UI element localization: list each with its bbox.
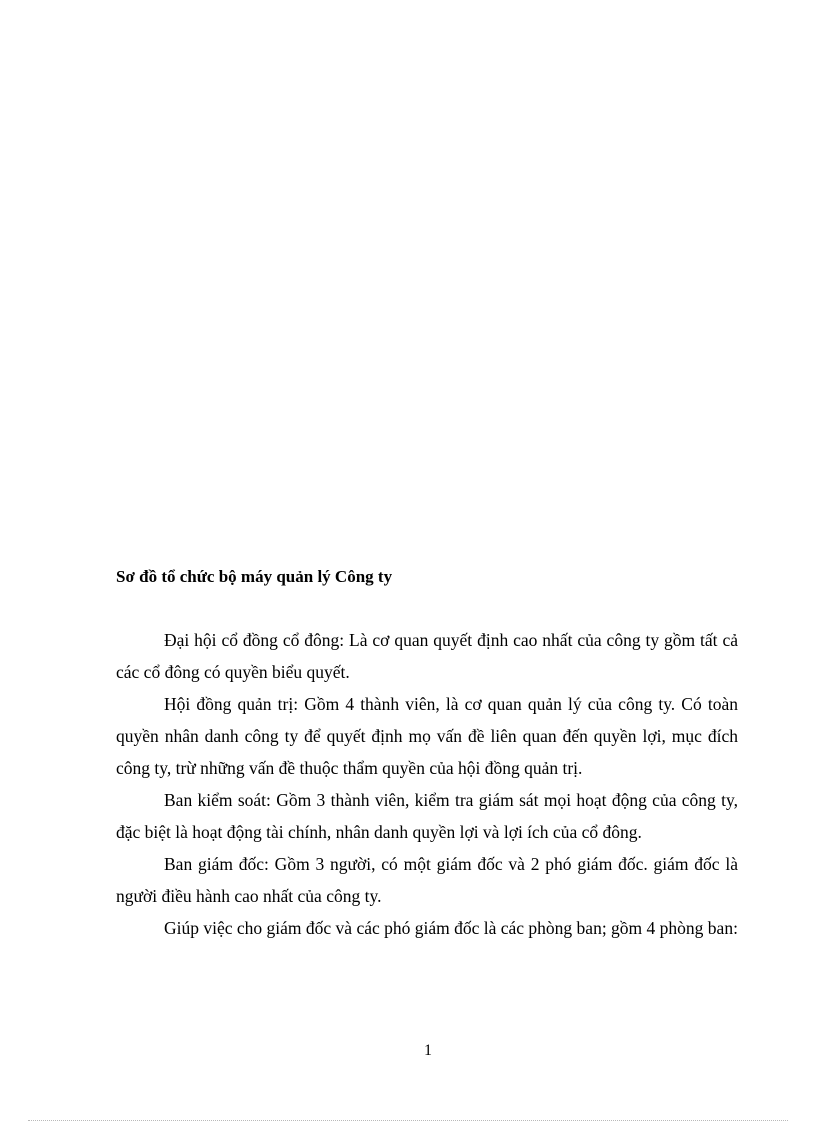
paragraph-departments: Giúp việc cho giám đốc và các phó giám đốc là các phòng ban; gồm 4 phòng ban: (164, 918, 738, 938)
section-title: Sơ đồ tổ chức bộ máy quản lý Công ty (116, 567, 393, 586)
paragraph-general-meeting: Đại hội cổ đồng cổ đông: Là cơ quan quyết định cao nhất của công ty gồm tất cả các cổ đông có quyền biểu quyết. (116, 630, 738, 682)
paragraph-management-board: Ban giám đốc: Gồm 3 người, có một giám đốc và 2 phó giám đốc. giám đốc là người điều hành cao nhất của công ty. (116, 854, 738, 906)
page-number: 1 (424, 1042, 432, 1059)
body-text (116, 624, 738, 944)
page-bottom-divider (28, 1120, 788, 1121)
paragraph-board-of-directors: Hội đồng quản trị: Gồm 4 thành viên, là cơ quan quản lý của công ty. Có toàn quyền nhân danh công ty để quyết định mọ vấn đề liên quan đến quyền lợi, mục đích công ty, trừ những vấn đề thuộc thẩm quyền của hội đồng quản trị. (116, 694, 738, 778)
paragraph-supervisory-board: Ban kiểm soát: Gồm 3 thành viên, kiểm tra giám sát mọi hoạt động của công ty, đặc biệt là hoạt động tài chính, nhân danh quyền lợi và lợi ích của cổ đông. (116, 790, 738, 842)
